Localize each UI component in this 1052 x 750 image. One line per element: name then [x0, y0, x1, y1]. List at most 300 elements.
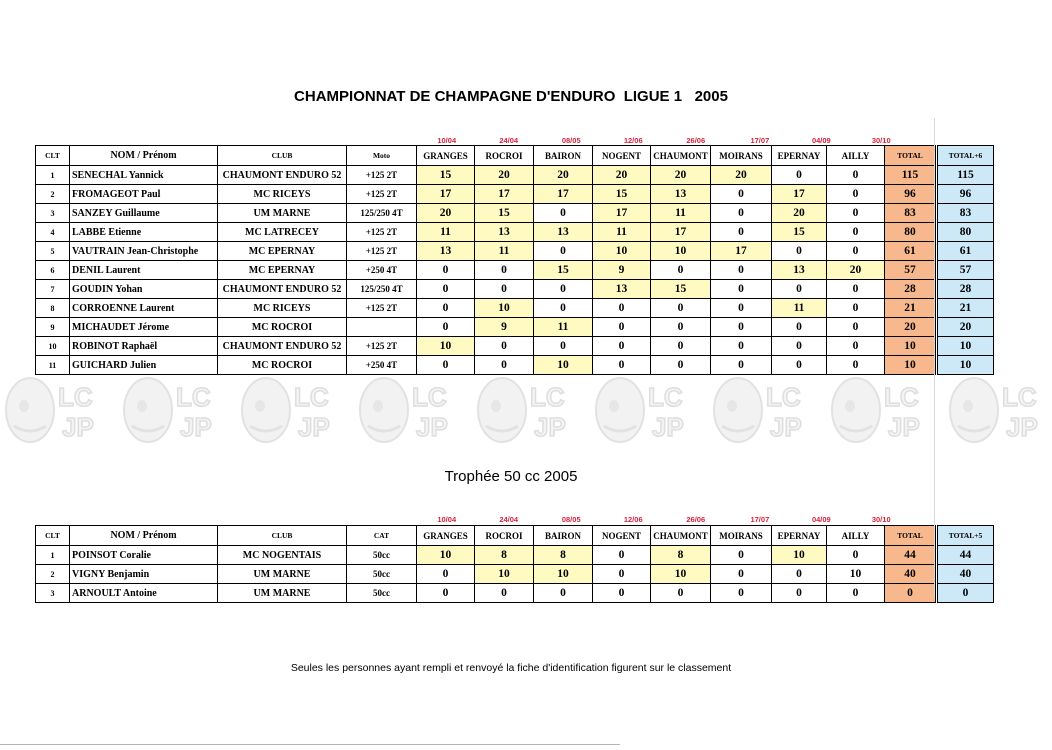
- table-row: [938, 299, 994, 318]
- points-cell: 11: [772, 299, 827, 318]
- points-cell: 0: [534, 337, 593, 356]
- watermark-band: [0, 366, 1038, 456]
- race-date: 12/06: [623, 515, 643, 524]
- trophy-table: [35, 525, 936, 603]
- points-cell: 15: [475, 204, 534, 223]
- points-cell: 0: [593, 546, 651, 565]
- trophy-title: Trophée 50 cc 2005: [444, 468, 578, 485]
- points-cell: 10: [475, 565, 534, 584]
- rider-name: MICHAUDET Jérome: [70, 318, 218, 337]
- points-cell: 0: [711, 261, 772, 280]
- points-cell: 13: [593, 280, 651, 299]
- club-cell: MC LATRECEY: [218, 223, 347, 242]
- points-cell: 0: [711, 280, 772, 299]
- points-cell: 0: [417, 356, 475, 375]
- header-race: MOIRANS: [711, 526, 772, 546]
- header-race: BAIRON: [534, 146, 593, 166]
- points-cell: 20: [711, 166, 772, 185]
- header-race: GRANGES: [417, 146, 475, 166]
- points-cell: 0: [772, 280, 827, 299]
- category-cell: +250 4T: [347, 261, 417, 280]
- total-plus-cell: 57: [938, 261, 994, 280]
- club-cell: CHAUMONT ENDURO 52: [218, 280, 347, 299]
- total-cell: 61: [885, 242, 936, 261]
- table-row: [938, 565, 994, 584]
- race-date: 30/10: [871, 515, 891, 524]
- rider-name: GUICHARD Julien: [70, 356, 218, 375]
- total-cell: 83: [885, 204, 936, 223]
- points-cell: 0: [651, 318, 711, 337]
- points-cell: 15: [593, 185, 651, 204]
- rank-cell: 5: [36, 242, 70, 261]
- category-cell: 50cc: [347, 565, 417, 584]
- points-cell: 11: [534, 318, 593, 337]
- points-cell: 0: [475, 337, 534, 356]
- watermark-logo: [590, 366, 698, 454]
- points-cell: 8: [475, 546, 534, 565]
- points-cell: 13: [772, 261, 827, 280]
- race-date: 30/10: [871, 136, 891, 145]
- points-cell: 11: [417, 223, 475, 242]
- svg-text:LCJP: LC JP: [766, 382, 802, 442]
- points-cell: 17: [417, 185, 475, 204]
- rank-cell: 4: [36, 223, 70, 242]
- rank-cell: 8: [36, 299, 70, 318]
- watermark-logo: [472, 366, 580, 454]
- club-cell: CHAUMONT ENDURO 52: [218, 337, 347, 356]
- svg-text:LCJP: LC JP: [294, 382, 330, 442]
- points-cell: 0: [651, 299, 711, 318]
- category-cell: [347, 318, 417, 337]
- points-cell: 0: [593, 318, 651, 337]
- race-date: 10/04: [437, 515, 457, 524]
- watermark-logo: [826, 366, 934, 454]
- points-cell: 0: [417, 280, 475, 299]
- header-moto: Moto: [347, 146, 417, 166]
- total-cell: 20: [885, 318, 936, 337]
- points-cell: 0: [772, 166, 827, 185]
- table-row: [938, 166, 994, 185]
- points-cell: 17: [711, 242, 772, 261]
- points-cell: 20: [651, 166, 711, 185]
- points-cell: 17: [475, 185, 534, 204]
- points-cell: 20: [534, 166, 593, 185]
- rank-cell: 7: [36, 280, 70, 299]
- points-cell: 0: [534, 299, 593, 318]
- total-plus-cell: 21: [938, 299, 994, 318]
- points-cell: 0: [711, 565, 772, 584]
- points-cell: 0: [711, 204, 772, 223]
- points-cell: 20: [827, 261, 885, 280]
- championship-date-row: [416, 131, 912, 145]
- points-cell: 13: [475, 223, 534, 242]
- points-cell: 0: [827, 337, 885, 356]
- header-clt: CLT: [36, 146, 70, 166]
- rider-name: SENECHAL Yannick: [70, 166, 218, 185]
- category-cell: 50cc: [347, 584, 417, 603]
- championship-table: [35, 145, 936, 375]
- points-cell: 0: [593, 584, 651, 603]
- points-cell: 10: [651, 242, 711, 261]
- svg-text:LCJP: LC JP: [176, 382, 212, 442]
- points-cell: 10: [475, 299, 534, 318]
- table-row: [938, 261, 994, 280]
- rank-cell: 3: [36, 584, 70, 603]
- points-cell: 0: [593, 337, 651, 356]
- total-plus-cell: 20: [938, 318, 994, 337]
- total-cell: 28: [885, 280, 936, 299]
- rank-cell: 3: [36, 204, 70, 223]
- total-plus-cell: 96: [938, 185, 994, 204]
- club-cell: MC ROCROI: [218, 356, 347, 375]
- points-cell: 11: [593, 223, 651, 242]
- table-row: [36, 337, 936, 356]
- club-cell: MC RICEYS: [218, 299, 347, 318]
- race-date: 08/05: [561, 515, 581, 524]
- total-plus-cell: 115: [938, 166, 994, 185]
- table-row: [938, 185, 994, 204]
- points-cell: 0: [772, 356, 827, 375]
- table-row: [938, 280, 994, 299]
- points-cell: 0: [417, 261, 475, 280]
- club-cell: MC ROCROI: [218, 318, 347, 337]
- rank-cell: 10: [36, 337, 70, 356]
- table-row: [938, 337, 994, 356]
- table-row: [36, 584, 936, 603]
- table-row: [938, 318, 994, 337]
- header-row: [938, 146, 994, 166]
- points-cell: 0: [475, 261, 534, 280]
- points-cell: 0: [534, 204, 593, 223]
- points-cell: 0: [827, 546, 885, 565]
- rider-name: SANZEY Guillaume: [70, 204, 218, 223]
- header-clt: CLT: [36, 526, 70, 546]
- club-cell: UM MARNE: [218, 204, 347, 223]
- category-cell: +125 2T: [347, 337, 417, 356]
- rider-name: VIGNY Benjamin: [70, 565, 218, 584]
- category-cell: +125 2T: [347, 242, 417, 261]
- points-cell: 0: [417, 318, 475, 337]
- rider-name: POINSOT Coralie: [70, 546, 218, 565]
- club-cell: UM MARNE: [218, 565, 347, 584]
- race-date: 04/09: [811, 136, 831, 145]
- rank-cell: 6: [36, 261, 70, 280]
- points-cell: 13: [534, 223, 593, 242]
- points-cell: 8: [651, 546, 711, 565]
- watermark-logo: [708, 366, 816, 454]
- points-cell: 10: [534, 356, 593, 375]
- header-total: TOTAL: [885, 146, 936, 166]
- championship-total-plus-table: [937, 145, 994, 375]
- rank-cell: 9: [36, 318, 70, 337]
- watermark-logo: [0, 366, 108, 454]
- rider-name: ROBINOT Raphaël: [70, 337, 218, 356]
- header-cat: CAT: [347, 526, 417, 546]
- points-cell: 0: [711, 318, 772, 337]
- points-cell: 0: [711, 299, 772, 318]
- race-date: 24/04: [499, 136, 519, 145]
- svg-text:LCJP: LC JP: [648, 382, 684, 442]
- total-cell: 44: [885, 546, 936, 565]
- points-cell: 0: [827, 166, 885, 185]
- rank-cell: 2: [36, 185, 70, 204]
- header-race: ROCROI: [475, 146, 534, 166]
- points-cell: 17: [593, 204, 651, 223]
- points-cell: 0: [827, 204, 885, 223]
- footnote: Seules les personnes ayant rempli et renvoyé la fiche d'identification figurent sur le classement: [290, 662, 732, 674]
- header-race: AILLY: [827, 526, 885, 546]
- points-cell: 20: [417, 204, 475, 223]
- total-cell: 40: [885, 565, 936, 584]
- race-date: 17/07: [750, 515, 770, 524]
- points-cell: 10: [651, 565, 711, 584]
- points-cell: 0: [651, 356, 711, 375]
- points-cell: 10: [593, 242, 651, 261]
- bottom-rule: [0, 744, 620, 745]
- race-date: 26/06: [686, 136, 706, 145]
- table-row: [36, 565, 936, 584]
- points-cell: 0: [772, 337, 827, 356]
- category-cell: 50cc: [347, 546, 417, 565]
- table-row: [36, 356, 936, 375]
- total-plus-cell: 80: [938, 223, 994, 242]
- points-cell: 17: [772, 185, 827, 204]
- total-cell: 21: [885, 299, 936, 318]
- header-race: EPERNAY: [772, 146, 827, 166]
- header-race: GRANGES: [417, 526, 475, 546]
- header-club: CLUB: [218, 526, 347, 546]
- points-cell: 0: [417, 565, 475, 584]
- rider-name: LABBE Etienne: [70, 223, 218, 242]
- points-cell: 20: [475, 166, 534, 185]
- points-cell: 0: [827, 185, 885, 204]
- points-cell: 0: [711, 223, 772, 242]
- table-row: [36, 166, 936, 185]
- points-cell: 10: [417, 546, 475, 565]
- total-plus-cell: 0: [938, 584, 994, 603]
- total-plus-cell: 83: [938, 204, 994, 223]
- points-cell: 0: [827, 280, 885, 299]
- total-plus-cell: 28: [938, 280, 994, 299]
- rank-cell: 1: [36, 166, 70, 185]
- category-cell: +125 2T: [347, 299, 417, 318]
- points-cell: 10: [772, 546, 827, 565]
- header-race: CHAUMONT: [651, 146, 711, 166]
- points-cell: 0: [534, 584, 593, 603]
- header-race: CHAUMONT: [651, 526, 711, 546]
- points-cell: 0: [593, 565, 651, 584]
- table-row: [36, 299, 936, 318]
- svg-text:LCJP: LC JP: [884, 382, 920, 442]
- rider-name: DENIL Laurent: [70, 261, 218, 280]
- table-row: [938, 204, 994, 223]
- rider-name: ARNOULT Antoine: [70, 584, 218, 603]
- rider-name: CORROENNE Laurent: [70, 299, 218, 318]
- rank-cell: 1: [36, 546, 70, 565]
- table-row: [36, 185, 936, 204]
- club-cell: UM MARNE: [218, 584, 347, 603]
- header-name: NOM / Prénom: [70, 526, 218, 546]
- watermark-logo: [944, 366, 1052, 454]
- total-plus-cell: 10: [938, 337, 994, 356]
- points-cell: 0: [711, 584, 772, 603]
- points-cell: 15: [417, 166, 475, 185]
- svg-text:LCJP: LC JP: [1002, 382, 1038, 442]
- trophy-date-row: [416, 510, 912, 524]
- total-cell: 80: [885, 223, 936, 242]
- total-plus-cell: 10: [938, 356, 994, 375]
- rank-cell: 11: [36, 356, 70, 375]
- points-cell: 0: [651, 337, 711, 356]
- club-cell: CHAUMONT ENDURO 52: [218, 166, 347, 185]
- total-cell: 57: [885, 261, 936, 280]
- watermark-logo: [354, 366, 462, 454]
- total-cell: 10: [885, 337, 936, 356]
- category-cell: +125 2T: [347, 166, 417, 185]
- header-row: [938, 526, 994, 546]
- race-date: 12/06: [623, 136, 643, 145]
- points-cell: 0: [772, 318, 827, 337]
- table-row: [938, 356, 994, 375]
- points-cell: 15: [772, 223, 827, 242]
- table-row: [36, 318, 936, 337]
- header-race: EPERNAY: [772, 526, 827, 546]
- watermark-logo: [236, 366, 344, 454]
- table-row: [36, 223, 936, 242]
- points-cell: 10: [827, 565, 885, 584]
- points-cell: 0: [827, 223, 885, 242]
- points-cell: 0: [827, 242, 885, 261]
- table-row: [36, 280, 936, 299]
- points-cell: 0: [651, 584, 711, 603]
- header-total: TOTAL: [885, 526, 936, 546]
- header-race: AILLY: [827, 146, 885, 166]
- side-rule: [934, 118, 935, 598]
- points-cell: 15: [651, 280, 711, 299]
- total-cell: 10: [885, 356, 936, 375]
- header-race: MOIRANS: [711, 146, 772, 166]
- page-title: CHAMPIONNAT DE CHAMPAGNE D'ENDURO LIGUE 1 2005: [294, 88, 728, 105]
- points-cell: 15: [534, 261, 593, 280]
- points-cell: 10: [534, 565, 593, 584]
- points-cell: 0: [827, 584, 885, 603]
- points-cell: 13: [417, 242, 475, 261]
- total-plus-cell: 61: [938, 242, 994, 261]
- header-row: [36, 526, 936, 546]
- club-cell: MC RICEYS: [218, 185, 347, 204]
- header-race: BAIRON: [534, 526, 593, 546]
- table-row: [938, 242, 994, 261]
- table-row: [36, 204, 936, 223]
- rider-name: VAUTRAIN Jean-Christophe: [70, 242, 218, 261]
- points-cell: 9: [593, 261, 651, 280]
- points-cell: 0: [475, 584, 534, 603]
- club-cell: MC EPERNAY: [218, 261, 347, 280]
- total-cell: 0: [885, 584, 936, 603]
- club-cell: MC NOGENTAIS: [218, 546, 347, 565]
- points-cell: 0: [475, 280, 534, 299]
- points-cell: 8: [534, 546, 593, 565]
- table-row: [36, 261, 936, 280]
- category-cell: +125 2T: [347, 223, 417, 242]
- category-cell: 125/250 4T: [347, 280, 417, 299]
- header-total-plus: TOTAL+6: [938, 146, 994, 166]
- table-row: [36, 242, 936, 261]
- points-cell: 0: [827, 299, 885, 318]
- points-cell: 0: [534, 280, 593, 299]
- points-cell: 20: [593, 166, 651, 185]
- points-cell: 13: [651, 185, 711, 204]
- svg-text:LCJP: LC JP: [412, 382, 448, 442]
- rider-name: GOUDIN Yohan: [70, 280, 218, 299]
- total-cell: 115: [885, 166, 936, 185]
- race-date: 24/04: [499, 515, 519, 524]
- header-race: ROCROI: [475, 526, 534, 546]
- points-cell: 17: [651, 223, 711, 242]
- header-total-plus: TOTAL+5: [938, 526, 994, 546]
- points-cell: 0: [534, 242, 593, 261]
- points-cell: 20: [772, 204, 827, 223]
- points-cell: 9: [475, 318, 534, 337]
- points-cell: 0: [772, 565, 827, 584]
- header-club: CLUB: [218, 146, 347, 166]
- total-cell: 96: [885, 185, 936, 204]
- category-cell: +250 4T: [347, 356, 417, 375]
- header-row: [36, 146, 936, 166]
- points-cell: 0: [711, 185, 772, 204]
- table-row: [938, 546, 994, 565]
- race-date: 08/05: [561, 136, 581, 145]
- points-cell: 0: [827, 356, 885, 375]
- points-cell: 0: [711, 337, 772, 356]
- points-cell: 0: [772, 584, 827, 603]
- category-cell: 125/250 4T: [347, 204, 417, 223]
- svg-text:LCJP: LC JP: [530, 382, 566, 442]
- points-cell: 0: [593, 299, 651, 318]
- rider-name: FROMAGEOT Paul: [70, 185, 218, 204]
- watermark-logo: [118, 366, 226, 454]
- header-race: NOGENT: [593, 146, 651, 166]
- points-cell: 11: [651, 204, 711, 223]
- points-cell: 0: [772, 242, 827, 261]
- points-cell: 0: [593, 356, 651, 375]
- points-cell: 0: [711, 356, 772, 375]
- table-row: [938, 223, 994, 242]
- points-cell: 0: [475, 356, 534, 375]
- points-cell: 0: [417, 299, 475, 318]
- table-row: [938, 584, 994, 603]
- race-date: 26/06: [686, 515, 706, 524]
- points-cell: 10: [417, 337, 475, 356]
- svg-text:LCJP: LC JP: [58, 382, 94, 442]
- points-cell: 0: [827, 318, 885, 337]
- race-date: 04/09: [811, 515, 831, 524]
- race-date: 17/07: [750, 136, 770, 145]
- rank-cell: 2: [36, 565, 70, 584]
- points-cell: 17: [534, 185, 593, 204]
- club-cell: MC EPERNAY: [218, 242, 347, 261]
- race-date: 10/04: [437, 136, 457, 145]
- points-cell: 0: [651, 261, 711, 280]
- points-cell: 0: [417, 584, 475, 603]
- points-cell: 11: [475, 242, 534, 261]
- trophy-total-plus-table: [937, 525, 994, 603]
- points-cell: 0: [711, 546, 772, 565]
- table-row: [36, 546, 936, 565]
- category-cell: +125 2T: [347, 185, 417, 204]
- header-name: NOM / Prénom: [70, 146, 218, 166]
- header-race: NOGENT: [593, 526, 651, 546]
